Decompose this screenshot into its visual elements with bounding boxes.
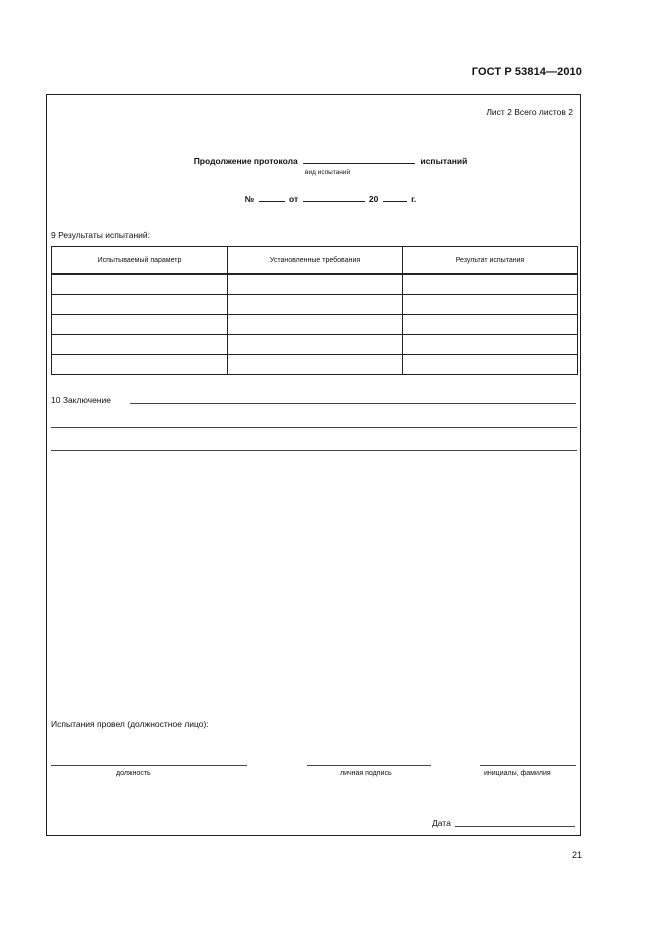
table-cell[interactable] (403, 335, 578, 355)
table-cell[interactable] (403, 274, 578, 295)
column-header: Установленные требования (228, 247, 403, 275)
number-prefix: № (244, 194, 255, 204)
column-header: Результат испытания (403, 247, 578, 275)
conclusion-line-2[interactable] (51, 427, 577, 428)
table-row (52, 355, 578, 375)
table-cell[interactable] (403, 295, 578, 315)
protocol-number-field[interactable] (259, 193, 285, 202)
number-from: от (289, 194, 299, 204)
table-cell[interactable] (52, 295, 228, 315)
protocol-date-field[interactable] (303, 193, 365, 202)
table-cell[interactable] (228, 274, 403, 295)
table-cell[interactable] (52, 315, 228, 335)
table-cell[interactable] (228, 295, 403, 315)
date-line[interactable] (455, 826, 575, 827)
table-cell[interactable] (403, 355, 578, 375)
signatures-heading: Испытания провел (должностное лицо): (51, 719, 209, 729)
conclusion-line-3[interactable] (51, 450, 577, 451)
page-number: 21 (571, 850, 582, 860)
protocol-year-field[interactable] (383, 193, 407, 202)
test-type-caption: вид испытаний (305, 169, 351, 176)
table-cell[interactable] (228, 335, 403, 355)
signature-caption: личная подпись (340, 770, 392, 777)
table-cell[interactable] (52, 335, 228, 355)
date-label: Дата (432, 818, 451, 828)
results-table (51, 246, 578, 375)
table-row (52, 295, 578, 315)
continuation-suffix: испытаний (420, 156, 468, 166)
protocol-number-line (0, 193, 661, 204)
conclusion-heading: 10 Заключение (51, 395, 111, 405)
standard-header: ГОСТ Р 53814—2010 (471, 66, 582, 78)
table-cell[interactable] (52, 355, 228, 375)
position-caption: должность (116, 770, 151, 777)
table-cell[interactable] (403, 315, 578, 335)
signature-line[interactable] (307, 765, 431, 766)
year-prefix: 20 (368, 194, 379, 204)
initials-line[interactable] (480, 765, 576, 766)
table-row (52, 274, 578, 295)
column-header: Испытываемый параметр (52, 247, 228, 275)
table-cell[interactable] (52, 274, 228, 295)
conclusion-line-1[interactable] (130, 403, 576, 404)
results-header-row (52, 247, 578, 275)
results-heading: 9 Результаты испытаний: (51, 230, 151, 240)
sheet-counter: Лист 2 Всего листов 2 (486, 107, 573, 117)
year-suffix: г. (411, 194, 417, 204)
table-row (52, 335, 578, 355)
continuation-prefix: Продолжение протокола (193, 156, 298, 166)
protocol-continuation (0, 155, 661, 166)
table-cell[interactable] (228, 315, 403, 335)
table-cell[interactable] (228, 355, 403, 375)
initials-caption: инициалы, фамилия (484, 770, 551, 777)
table-row (52, 315, 578, 335)
test-type-field[interactable] (303, 155, 415, 164)
position-line[interactable] (51, 765, 247, 766)
